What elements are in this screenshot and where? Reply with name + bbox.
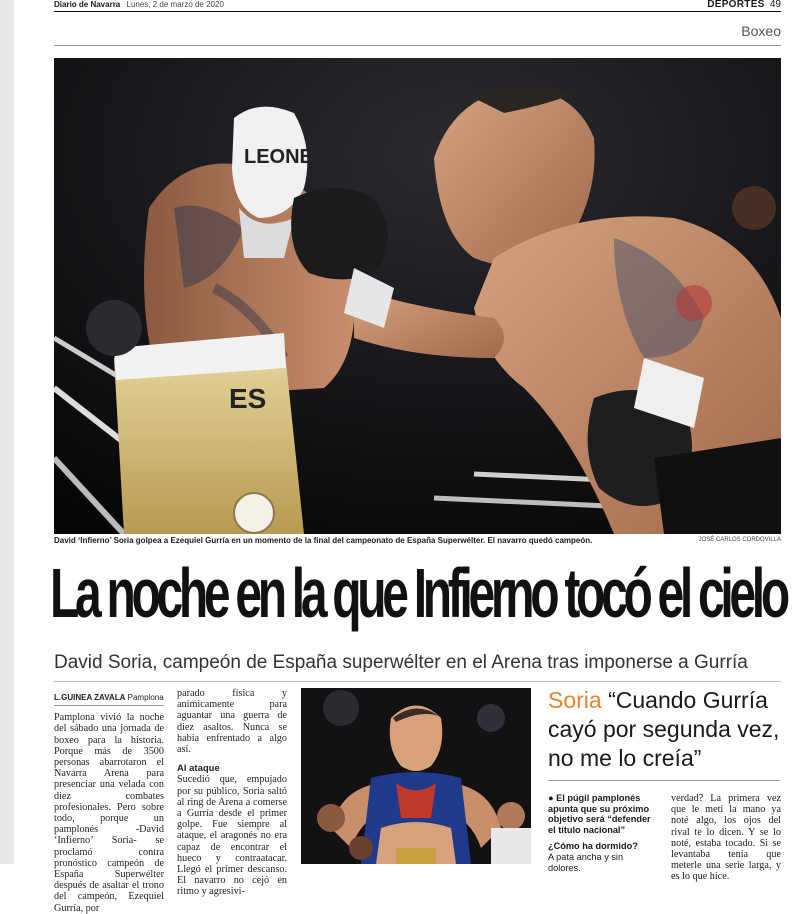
byline-name: L.GUINEA ZAVALA <box>54 693 126 702</box>
article-paragraph: parado física y anímicamente para aguantar una guerra de diez asaltos. Nunca se había enfrentado a algo así. <box>177 688 287 756</box>
subheadline: David Soria, campeón de España superwélter en el Arena tras imponerse a Gurría <box>54 652 748 673</box>
byline-place: Pamplona <box>127 693 164 702</box>
main-photo <box>54 58 781 534</box>
interview-name: Soria <box>548 687 602 713</box>
svg-text:ES: ES <box>229 383 267 414</box>
interview-answer-continued: verdad? La primera vez que le metí la mano ya noté algo, los ojos del rival te lo dicen. Y se lo noté, estaba tocado. Si se levantaba tenía que meterle una serie larga, y es lo que hice. <box>671 793 781 883</box>
page-gutter <box>0 0 14 864</box>
glove-brand-label: LEONE <box>244 146 313 168</box>
caption-text: David ‘Infierno’ Soria golpea a Ezequiel Gurría en un momento de la final del campeonato de España Superwélter. El navarro quedó campeón. <box>54 536 593 545</box>
interview-column-2 <box>671 793 781 883</box>
page-header <box>54 0 781 10</box>
interview-lead: ● El púgil pamplonés apunta que su próximo objetivo será “defender el título nacional” <box>548 793 651 835</box>
interview-rule <box>548 780 780 781</box>
article-column-1 <box>54 692 164 914</box>
interview-photo <box>301 688 531 864</box>
interview-quote: “Cuando Gurría cayó por segunda vez, no me lo creía” <box>548 687 780 771</box>
publication-name: Diario de Navarra <box>54 0 121 9</box>
publication-date: Lunes, 2 de marzo de 2020 <box>126 0 224 9</box>
interview-column-1 <box>548 793 658 873</box>
interview-question: ¿Cómo ha dormido? <box>548 841 638 852</box>
header-rule <box>54 11 781 12</box>
subsection-rule <box>54 45 781 46</box>
section-name: DEPORTES <box>707 0 765 10</box>
byline <box>54 692 164 706</box>
subhead-rule <box>54 681 781 682</box>
headline: La noche en la que Infierno tocó el cielo <box>50 555 786 633</box>
page-number: 49 <box>769 0 781 10</box>
section-heading: Al ataque <box>177 763 220 775</box>
photo-credit: JOSÉ CARLOS CORDOVILLA <box>698 537 781 543</box>
article-paragraph: Sucedió que, empujado por su público, Soria saltó al ring de Arena a comerse a Gurría desde el primer golpe. Fue siempre al ataque, el aragonés no era capaz de encontrar el hueco y contraatacar. Llegó el primer descanso. El navarro no cejó en ritmo y agresivi- <box>177 774 287 898</box>
article-paragraph: Pamplona vivió la noche del sábado una jornada de boxeo para la historia. Porque más de 3500 personas abarrotaron el Navarra Arena para presenciar una velada con diez combates profesionales. Pero sobre todo, porque un pamplonés -David ‘Infierno’ Soria- se proclamó contra pronóstico campeón de España Superwélter después de asaltar el trono del campeón, Ezequiel Gurría, por <box>54 712 164 914</box>
interview-answer: A pata ancha y sin dolores. <box>548 851 624 873</box>
subsection-label: Boxeo <box>741 23 781 39</box>
article-column-2 <box>177 688 287 898</box>
interview-title <box>548 686 798 773</box>
